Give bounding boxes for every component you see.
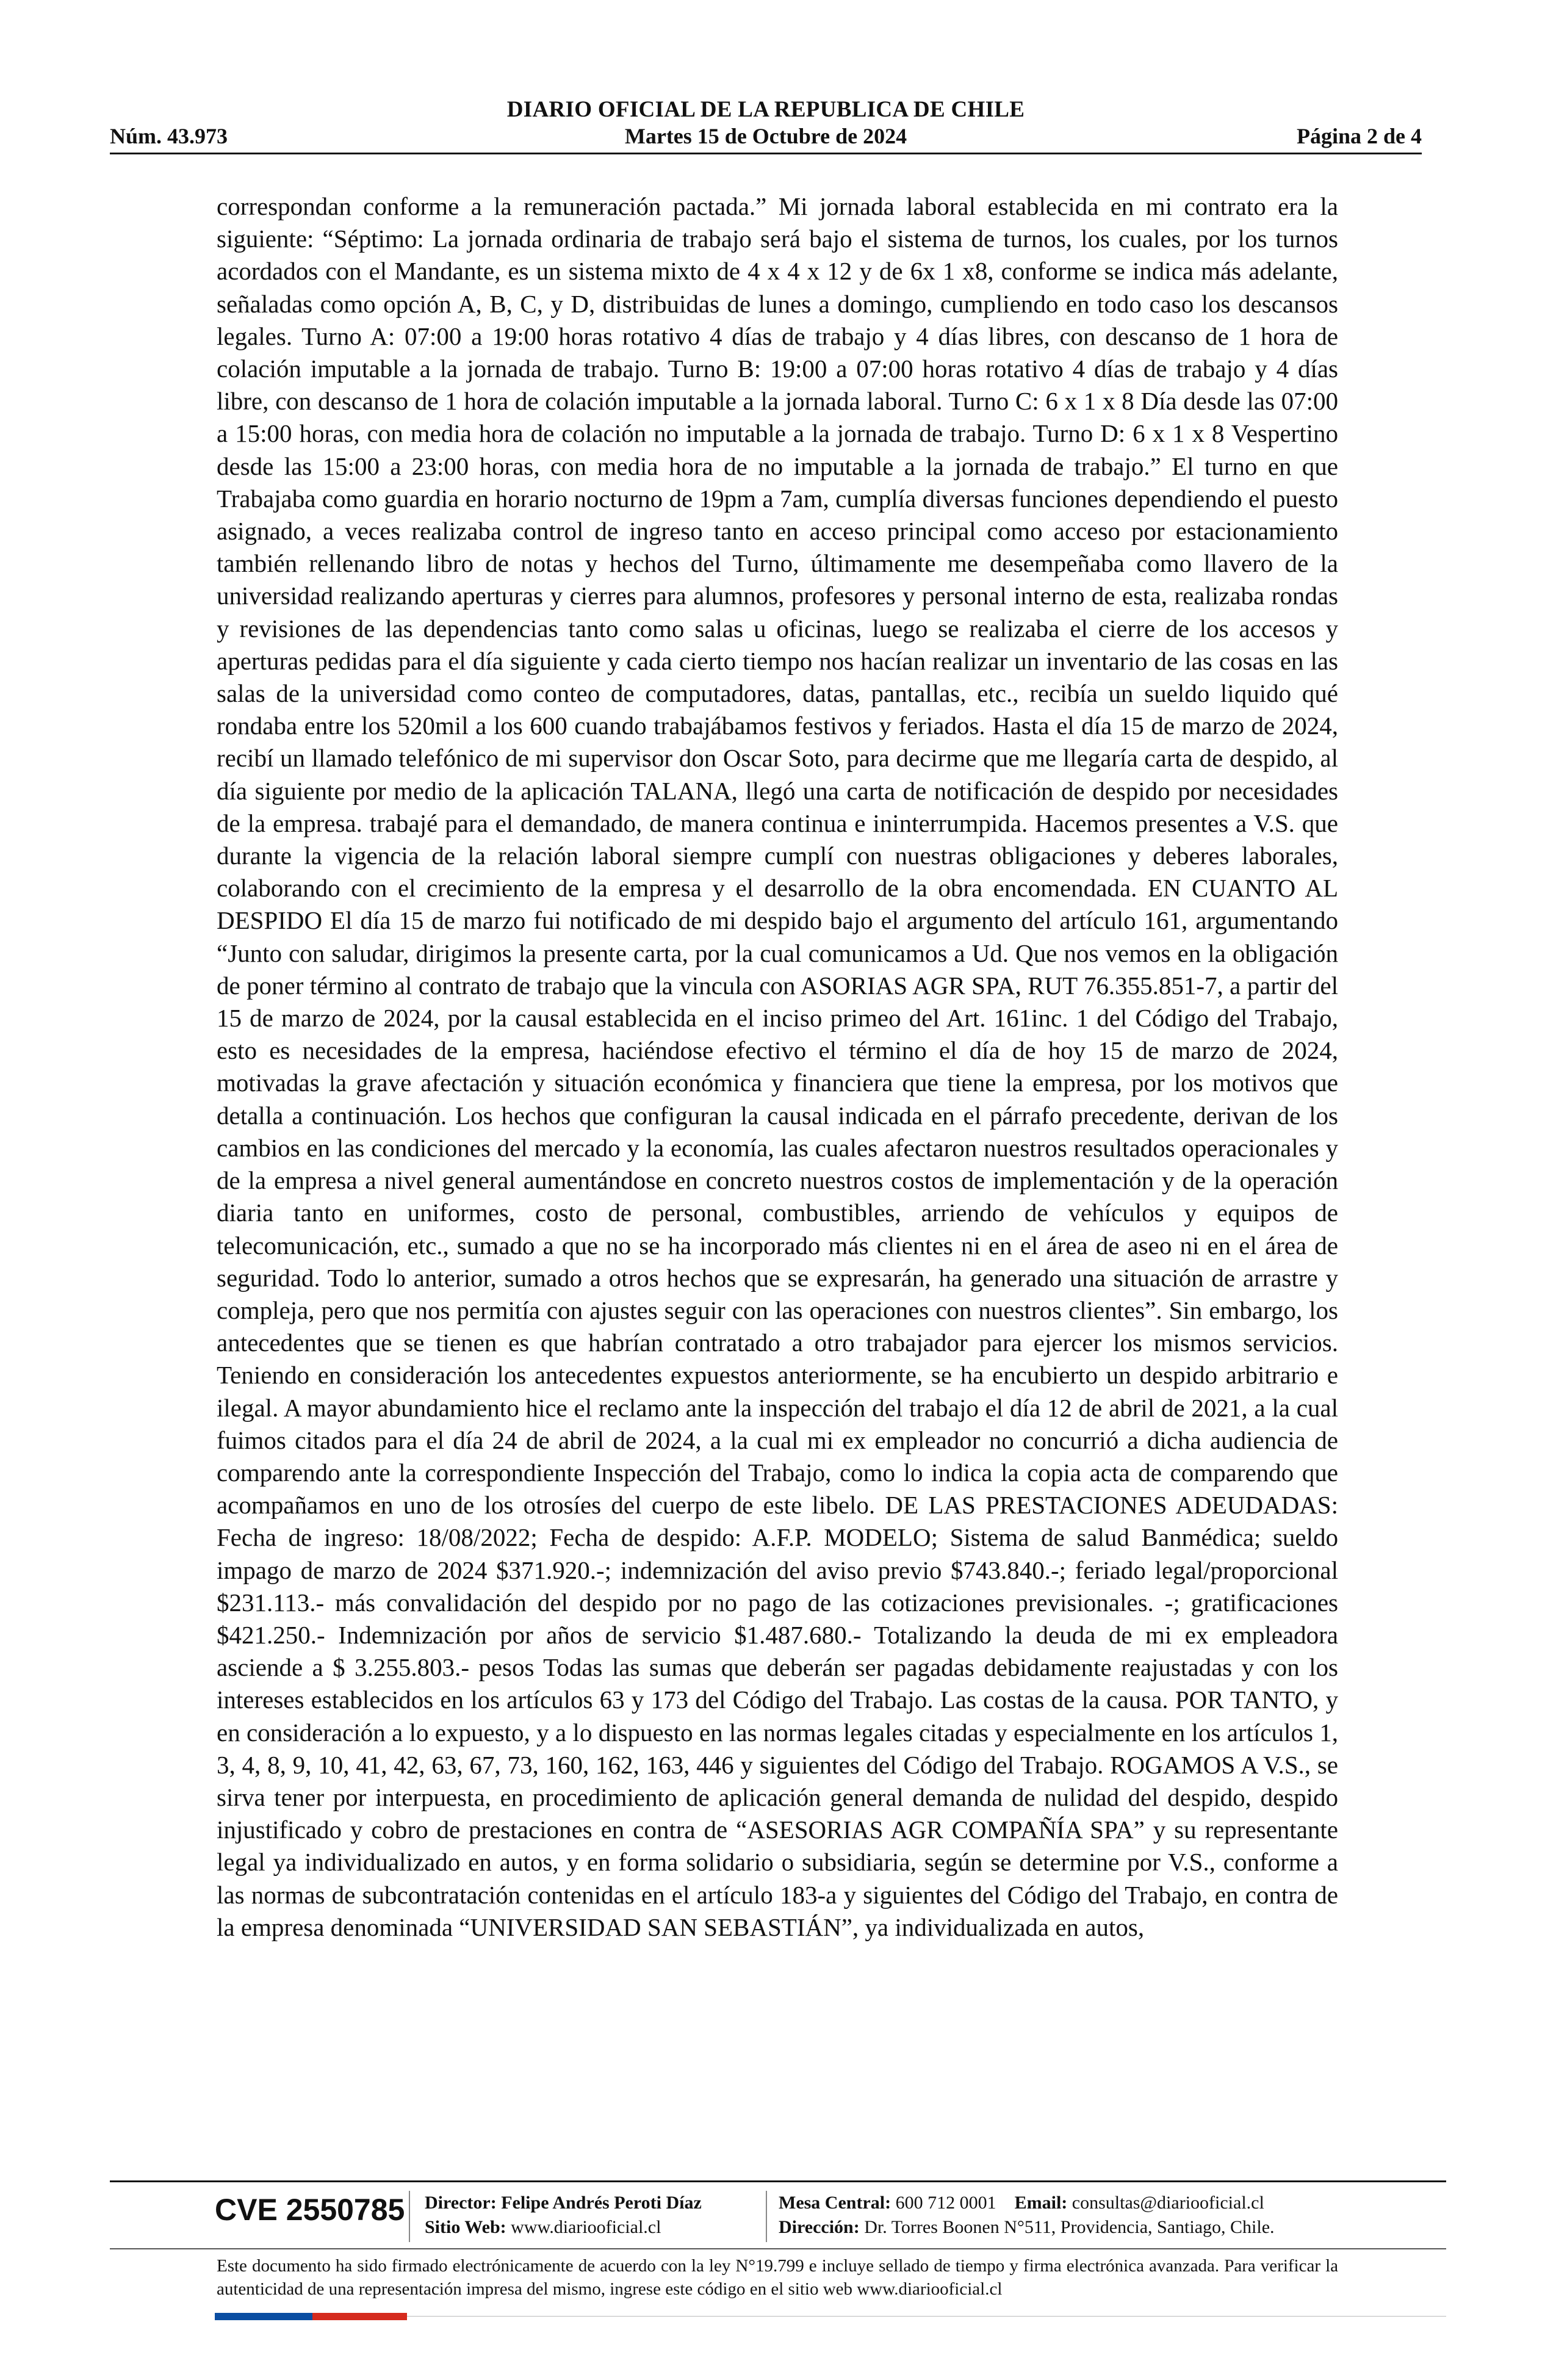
email-label: Email: — [1014, 2193, 1068, 2213]
legal-notice: Este documento ha sido firmado electrónicamente de acuerdo con la ley N°19.799 e incluye sellado de tiempo y firma electrónica avanzada. Para verificar la autenticidad de una representación impresa del mismo, ingrese este código en el sitio web www.diariooficial.cl — [217, 2256, 1338, 2299]
page-number: Página 2 de 4 — [1296, 124, 1422, 148]
phone-number: 600 712 0001 — [895, 2193, 996, 2213]
issue-date: Martes 15 de Octubre de 2024 — [624, 124, 907, 148]
footer-director-block — [425, 2191, 702, 2240]
document-body: correspondan conforme a la remuneración pactada.” Mi jornada laboral establecida en mi contrato era la siguiente: “Séptimo: La jornada ordinaria de trabajo será bajo el sistema de turnos, los cuales, por los turnos acordados con el Mandante, es un sistema mixto de 4 x 4 x 12 y de 6x 1 x8, conforme se indica más adelante, señaladas como opción A, B, C, y D, distribuidas de lunes a domingo, cumpliendo en todo caso los descansos legales. Turno A: 07:00 a 19:00 horas rotativo 4 días de trabajo y 4 días libres, con descanso de 1 hora de colación imputable a la jornada de trabajo. Turno B: 19:00 a 07:00 horas rotativo 4 días de trabajo y 4 días libre, con descanso de 1 hora de colación imputable a la jornada laboral. Turno C: 6 x 1 x 8 Día desde las 07:00 a 15:00 horas, con media hora de colación no imputable a la jornada de trabajo. Turno D: 6 x 1 x 8 Vespertino desde las 15:00 a 23:00 horas, con media hora de no imputable a la jornada de trabajo.” El turno en que Trabajaba como guardia en horario nocturno de 19pm a 7am, cumplía diversas funciones dependiendo el puesto asignado, a veces realizaba control de ingreso tanto en acceso principal como acceso por estacionamiento también rellenando libro de notas y hechos del Turno, últimamente me desempeñaba como llavero de la universidad realizando aperturas y cierres para alumnos, profesores y personal interno de esta, realizaba rondas y revisiones de las dependencias tanto como salas u oficinas, luego se realizaba el cierre de los accesos y aperturas pedidas para el día siguiente y cada cierto tiempo nos hacían realizar un inventario de las cosas en las salas de la universidad como conteo de computadores, datas, pantallas, etc., recibía un sueldo liquido qué rondaba entre los 520mil a los 600 cuando trabajábamos festivos y feriados. Hasta el día 15 de marzo de 2024, recibí un llamado telefónico de mi supervisor don Oscar Soto, para decirme que me llegaría carta de despido, al día siguiente por medio de la aplicación TALANA, llegó una carta de notificación de despido por necesidades de la empresa. trabajé para el demandado, de manera continua e ininterrumpida. Hacemos presentes a V.S. que durante la vigencia de la relación laboral siempre cumplí con nuestras obligaciones y deberes laborales, colaborando con el crecimiento de la empresa y el desarrollo de la obra encomendada. EN CUANTO AL DESPIDO El día 15 de marzo fui notificado de mi despido bajo el argumento del artículo 161, argumentando “Junto con saludar, dirigimos la presente carta, por la cual comunicamos a Ud. Que nos vemos en la obligación de poner término al contrato de trabajo que la vincula con ASORIAS AGR SPA, RUT 76.355.851-7, a partir del 15 de marzo de 2024, por la causal establecida en el inciso primeo del Art. 161inc. 1 del Código del Trabajo, esto es necesidades de la empresa, haciéndose efectivo el término el día de hoy 15 de marzo de 2024, motivadas la grave afectación y situación económica y financiera que tiene la empresa, por los motivos que detalla a continuación. Los hechos que configuran la causal indicada en el párrafo precedente, derivan de los cambios en las condiciones del mercado y la economía, las cuales afectaron nuestros resultados operacionales y de la empresa a nivel general aumentándose en concreto nuestros costos de implementación y de la operación diaria tanto en uniformes, costo de personal, combustibles, arriendo de vehículos y equipos de telecomunicación, etc., sumado a que no se ha incorporado más clientes ni en el área de aseo ni en el área de seguridad. Todo lo anterior, sumado a otros hechos que se expresarán, ha generado una situación de arrastre y compleja, pero que nos permitía con ajustes seguir con las operaciones con nuestros clientes”. Sin embargo, los antecedentes que se tienen es que habrían contratado a otro trabajador para ejercer los mismos servicios. Teniendo en consideración los antecedentes expuestos anteriormente, se ha encubierto un despido arbitrario e ilegal. A mayor abundamiento hice el reclamo ante la inspección del trabajo el día 12 de abril de 2021, a la cual fuimos citados para el día 24 de abril de 2024, a la cual mi ex empleador no concurrió a dicha audiencia de comparendo ante la correspondiente Inspección del Trabajo, como lo indica la copia acta de comparendo que acompañamos en uno de los otrosíes del cuerpo de este libelo. DE LAS PRESTACIONES ADEUDADAS: Fecha de ingreso: 18/08/2022; Fecha de despido: A.F.P. MODELO; Sistema de salud Banmédica; sueldo impago de marzo de 2024 $371.920.-; indemnización del aviso previo $743.840.-; feriado legal/proporcional $231.113.- más convalidación del despido por no pago de las cotizaciones previsionales. -; gratificaciones $421.250.- Indemnización por años de servicio $1.487.680.- Totalizando la deuda de mi ex empleadora asciende a $ 3.255.803.- pesos Todas las sumas que deberán ser pagadas debidamente reajustadas y con los intereses establecidos en los artículos 63 y 173 del Código del Trabajo. Las costas de la causa. POR TANTO, y en consideración a lo expuesto, y a lo dispuesto en las normas legales citadas y especialmente en los artículos 1, 3, 4, 8, 9, 10, 41, 42, 63, 67, 73, 160, 162, 163, 446 y siguientes del Código del Trabajo. ROGAMOS A V.S., se sirva tener por interpuesta, en procedimiento de aplicación general demanda de nulidad del despido, despido injustificado y cobro de prestaciones en contra de “ASESORIAS AGR COMPAÑÍA SPA” y su representante legal ya individualizado en autos, y en forma solidario o subsidiaria, según se determine por V.S., conforme a las normas de subcontratación contenidas en el artículo 183-a y siguientes del Código del Trabajo, en contra de la empresa denominada “UNIVERSIDAD SAN SEBASTIÁN”, ya individualizada en autos, — [217, 192, 1338, 1941]
flag-stripe-blue — [215, 2313, 312, 2320]
page-header — [110, 92, 1422, 153]
footer-divider — [110, 2180, 1446, 2182]
footer-contact-block — [779, 2191, 1275, 2240]
cve-code: CVE 2550785 — [215, 2193, 405, 2227]
footer-thin-line — [407, 2316, 1446, 2317]
phone-label: Mesa Central: — [779, 2193, 891, 2213]
footer-divider-secondary — [110, 2248, 1446, 2249]
flag-stripe-red — [312, 2313, 407, 2320]
footer-separator — [409, 2191, 410, 2242]
website-label: Sitio Web: — [425, 2217, 506, 2237]
publication-title: DIARIO OFICIAL DE LA REPUBLICA DE CHILE — [506, 97, 1025, 122]
issue-number: Núm. 43.973 — [110, 124, 228, 148]
header-divider — [110, 153, 1422, 154]
email-link[interactable]: consultas@diariooficial.cl — [1072, 2193, 1264, 2213]
website-link[interactable]: www.diariooficial.cl — [511, 2217, 661, 2237]
address-label: Dirección: — [779, 2217, 860, 2237]
address-text: Dr. Torres Boonen N°511, Providencia, Santiago, Chile. — [864, 2217, 1275, 2237]
director-label: Director: — [425, 2193, 497, 2213]
director-name: Felipe Andrés Peroti Díaz — [501, 2193, 702, 2213]
footer-separator — [766, 2191, 767, 2242]
